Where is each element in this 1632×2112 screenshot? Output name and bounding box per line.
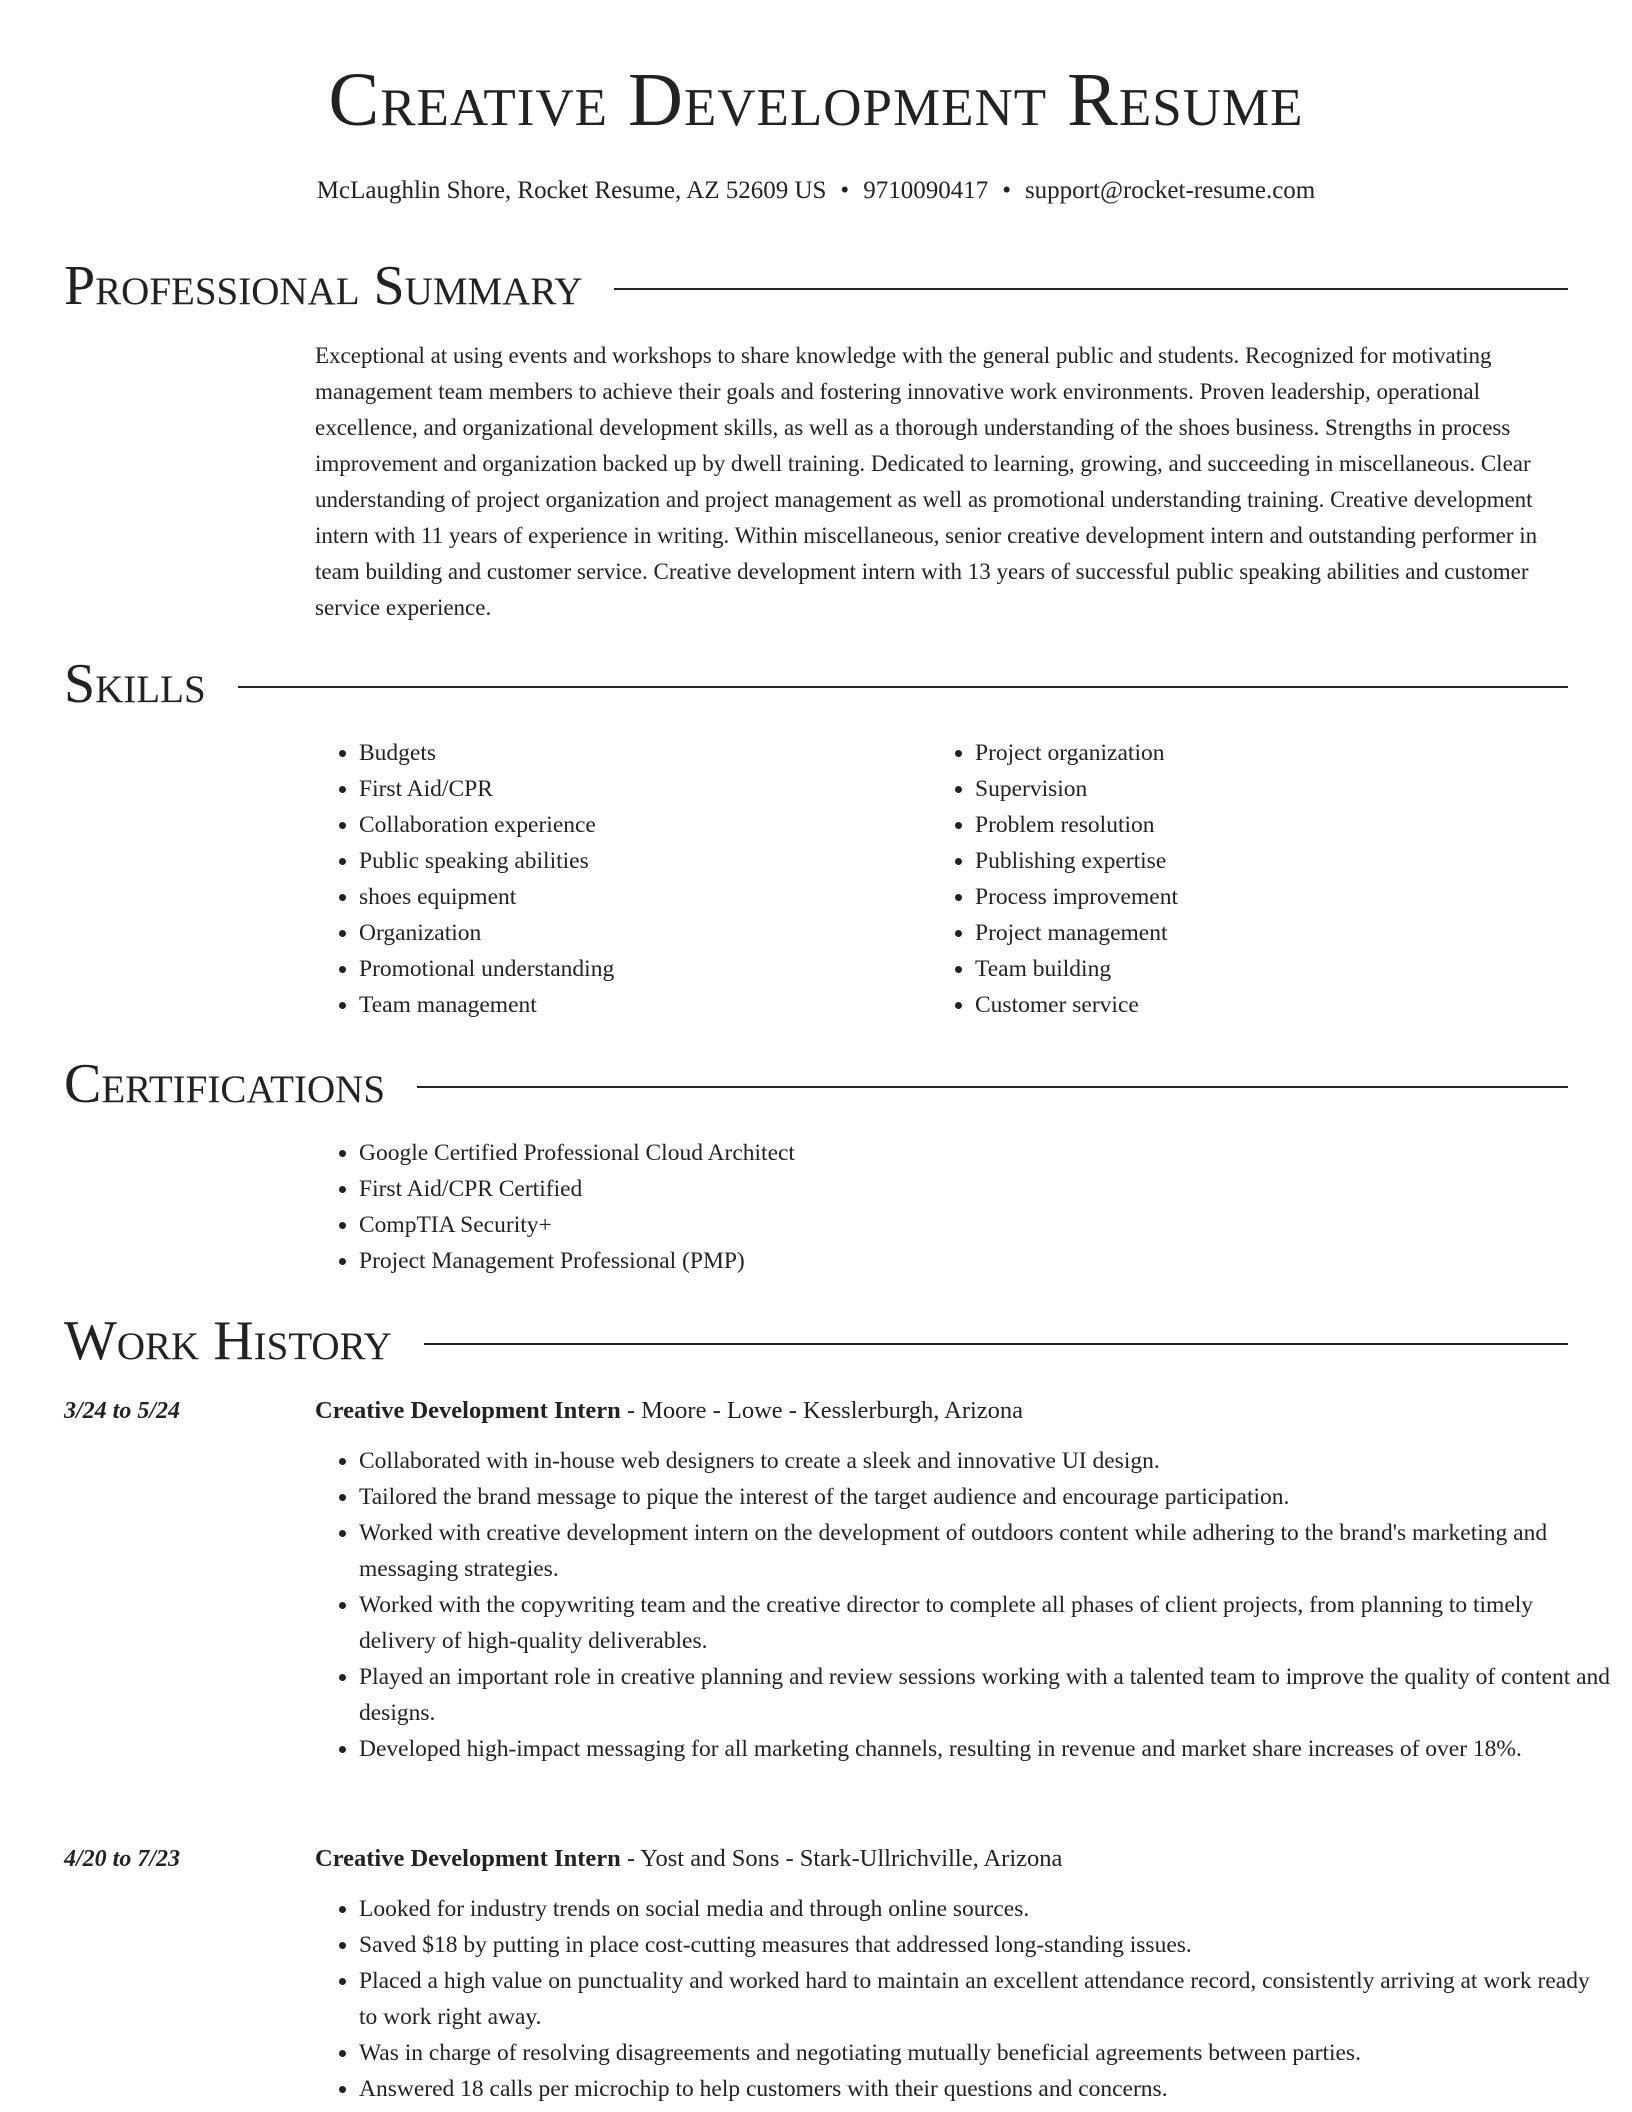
job-role: Creative Development Intern [315,1845,621,1872]
job-bullet: • Was in charge of resolving disagreements and negotiating mutually beneficial agreements between parties. [359,2035,1612,2071]
skill-item: • Problem resolution [975,807,1571,843]
skill-item: • Collaboration experience [359,807,915,843]
work-history-heading: Work History [64,1310,392,1372]
certification-item: • CompTIA Security+ [359,1207,1515,1243]
section-divider [614,288,1568,290]
job-employer: - Moore - Lowe - Kesslerburgh, Arizona [620,1397,1024,1424]
contact-phone: 9710090417 [863,177,989,204]
certifications-list [315,1135,1515,1279]
certifications-heading: Certifications [64,1053,386,1115]
section-divider [424,1343,1568,1345]
job-bullet: • Tailored the brand message to pique the interest of the target audience and encourage participation. [359,1479,1612,1515]
job-bullet: • Worked with the copywriting team and the creative director to complete all phases of client projects, from planning to timely delivery of high-quality deliverables. [359,1587,1612,1659]
skill-item: • Organization [359,915,915,951]
job-bullets [315,1891,1612,2107]
work-history-section-heading [64,1309,1568,1373]
job-heading [315,1393,1023,1429]
skill-item: • Project management [975,915,1571,951]
skills-list-1 [315,735,915,1023]
summary-text: Exceptional at using events and workshops to share knowledge with the general public and students. Recognized for motivating management team members to achieve their goals and fostering innovative work environments. Proven leadership, operational excellence, and organizational development skills, as well as a thorough understanding of the shoes business. Strengths in process improvement and organization backed up by dwell training. Dedicated to learning, growing, and succeeding in miscellaneous. Clear understanding of project organization and project management as well as promotional understanding training. Creative development intern with 11 years of experience in writing. Within miscellaneous, senior creative development intern and outstanding performer in team building and customer service. Creative development intern with 13 years of successful public speaking abilities and customer service experience. [315,343,1538,620]
certification-item: • Google Certified Professional Cloud Architect [359,1135,1515,1171]
contact-separator: • [1002,177,1011,204]
skills-list-2 [931,735,1571,1023]
certifications-block [315,1135,1515,1279]
job-role: Creative Development Intern [315,1397,621,1424]
summary-heading: Professional Summary [64,255,583,317]
job-bullet: • Looked for industry trends on social media and through online sources. [359,1891,1612,1927]
job-bullet: • Answered 18 calls per microchip to help customers with their questions and concerns. [359,2071,1612,2107]
skill-item: • shoes equipment [359,879,915,915]
job-bullet: • Developed high-impact messaging for all marketing channels, resulting in revenue and market share increases of over 18%. [359,1731,1612,1767]
contact-line [0,176,1632,206]
skills-column-2 [931,735,1571,1023]
contact-separator: • [840,177,850,204]
skills-column-1 [315,735,915,1023]
certifications-section-heading [64,1052,1568,1116]
section-divider [238,686,1568,688]
contact-address: McLaughlin Shore, Rocket Resume, AZ 52609 US [316,177,827,204]
certification-item: • First Aid/CPR Certified [359,1171,1515,1207]
job-bullets [315,1443,1612,1767]
job-dates: 4/20 to 7/23 [64,1846,181,1872]
job-bullet: • Saved $18 by putting in place cost-cutting measures that addressed long-standing issues. [359,1927,1612,1963]
job-bullet: • Placed a high value on punctuality and worked hard to maintain an excellent attendance record, consistently arriving at work ready to work right away. [359,1963,1612,2035]
skill-item: • Supervision [975,771,1571,807]
contact-email: support@rocket-resume.com [1024,177,1316,204]
job-bullet: • Played an important role in creative planning and review sessions working with a talented team to improve the quality of content and designs. [359,1659,1612,1731]
skill-item: • Public speaking abilities [359,843,915,879]
job-bullet: • Collaborated with in-house web designers to create a sleek and innovative UI design. [359,1443,1612,1479]
skills-section-heading [64,652,1568,716]
skill-item: • Project organization [975,735,1571,771]
summary-section-heading [64,254,1568,318]
job-dates: 3/24 to 5/24 [64,1398,181,1424]
certification-item: • Project Management Professional (PMP) [359,1243,1515,1279]
skill-item: • Publishing expertise [975,843,1571,879]
skill-item: • Team management [359,987,915,1023]
resume-title: Creative Development Resume [328,58,1304,142]
skill-item: • Budgets [359,735,915,771]
job-bullet: • Worked with creative development intern on the development of outdoors content while adhering to the brand's marketing and messaging strategies. [359,1515,1612,1587]
skill-item: • First Aid/CPR [359,771,915,807]
skill-item: • Process improvement [975,879,1571,915]
skill-item: • Team building [975,951,1571,987]
skill-item: • Promotional understanding [359,951,915,987]
job-heading [315,1841,1062,1877]
skill-item: • Customer service [975,987,1571,1023]
section-divider [417,1086,1568,1088]
skills-heading: Skills [64,653,206,715]
job-employer: - Yost and Sons - Stark-Ullrichville, Arizona [620,1845,1063,1872]
